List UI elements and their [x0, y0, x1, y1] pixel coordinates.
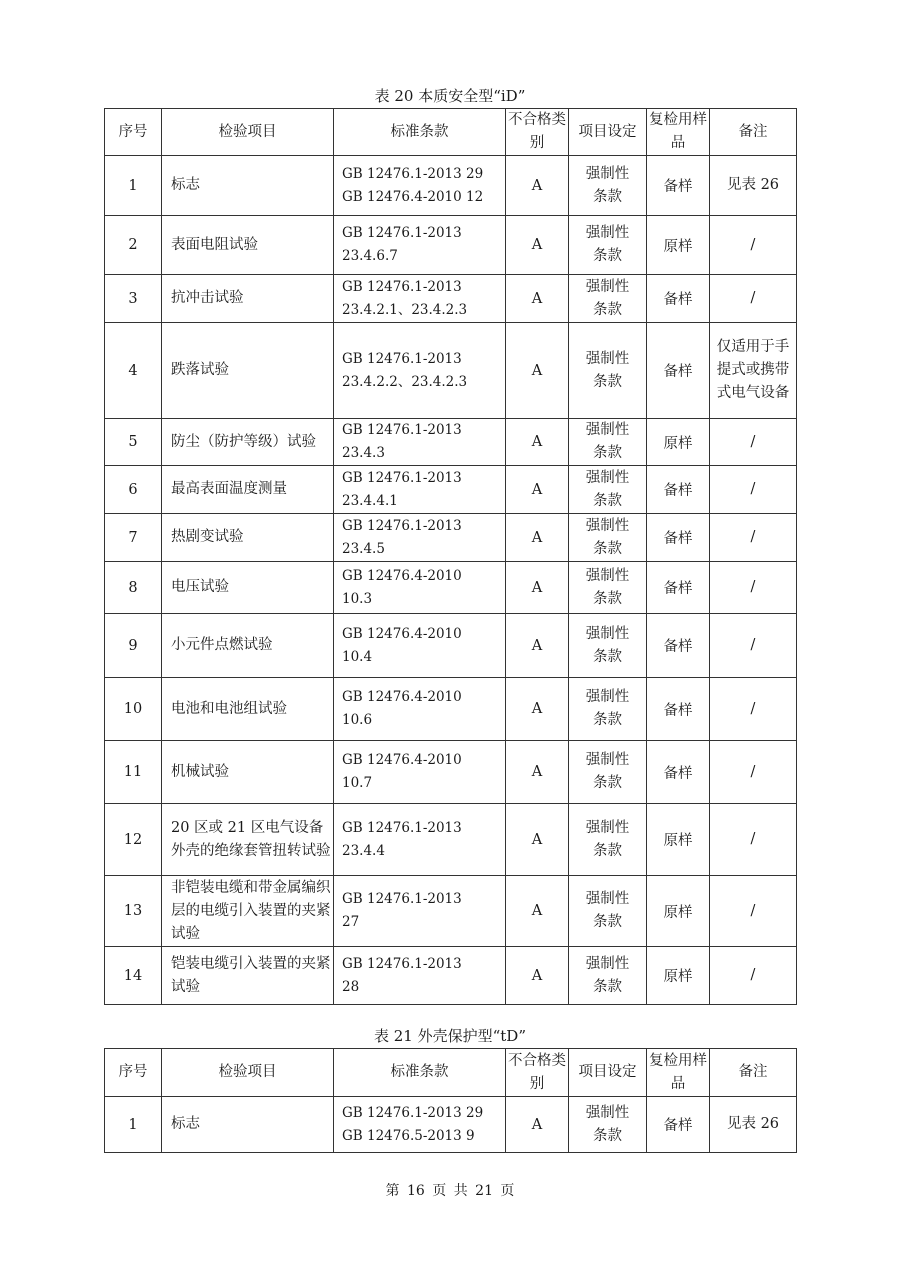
row-sample: 备样	[647, 156, 710, 216]
header-no: 序号	[105, 109, 162, 156]
row-setting: 强制性条款	[569, 741, 647, 804]
row-item: 跌落试验	[162, 323, 334, 419]
standard-line: 23.4.4	[342, 842, 385, 859]
row-sample: 原样	[647, 804, 710, 876]
row-standard	[334, 275, 506, 323]
row-category: A	[506, 876, 569, 947]
standard-line: 28	[342, 978, 360, 995]
row-number: 7	[105, 514, 162, 562]
header-setting: 项目设定	[569, 1049, 647, 1097]
row-category: A	[506, 678, 569, 741]
standard-line: GB 12476.1-2013	[342, 225, 462, 241]
row-note: /	[710, 947, 797, 1005]
header-standard: 标准条款	[334, 109, 506, 156]
table-row	[105, 562, 797, 614]
row-number: 1	[105, 1097, 162, 1153]
standard-line: GB 12476.1-2013	[342, 350, 462, 367]
row-category: A	[506, 514, 569, 562]
row-standard	[334, 947, 506, 1005]
row-sample: 备样	[647, 614, 710, 678]
row-item: 非铠装电缆和带金属编织层的电缆引入装置的夹紧试验	[162, 876, 334, 947]
row-setting: 强制性条款	[569, 466, 647, 514]
standard-line: GB 12476.4-2010	[342, 625, 462, 642]
row-note: /	[710, 466, 797, 514]
table-row	[105, 804, 797, 876]
row-note: /	[710, 275, 797, 323]
row-sample: 备样	[647, 466, 710, 514]
row-standard	[334, 216, 506, 275]
row-note: /	[710, 876, 797, 947]
standard-line: 23.4.3	[342, 445, 385, 461]
standard-line: GB 12476.5-2013 9	[342, 1127, 475, 1144]
row-number: 14	[105, 947, 162, 1005]
standard-line: 10.7	[342, 775, 373, 791]
row-category: A	[506, 741, 569, 804]
row-number: 10	[105, 678, 162, 741]
table-row	[105, 876, 797, 947]
standard-line: GB 12476.1-2013	[342, 278, 462, 295]
header-setting: 项目设定	[569, 109, 647, 156]
row-standard	[334, 876, 506, 947]
row-setting: 强制性条款	[569, 876, 647, 947]
row-number: 4	[105, 323, 162, 419]
row-setting: 强制性条款	[569, 419, 647, 466]
row-standard	[334, 804, 506, 876]
standard-line: GB 12476.1-2013	[342, 422, 462, 438]
row-standard	[334, 466, 506, 514]
row-item: 表面电阻试验	[162, 216, 334, 275]
standard-line: 10.3	[342, 590, 373, 607]
header-no: 序号	[105, 1049, 162, 1097]
row-note: /	[710, 514, 797, 562]
row-note: /	[710, 804, 797, 876]
row-item: 机械试验	[162, 741, 334, 804]
row-setting: 强制性条款	[569, 323, 647, 419]
row-item: 标志	[162, 156, 334, 216]
table-row	[105, 156, 797, 216]
row-number: 11	[105, 741, 162, 804]
row-standard	[334, 419, 506, 466]
row-category: A	[506, 216, 569, 275]
row-item: 铠装电缆引入装置的夹紧试验	[162, 947, 334, 1005]
row-sample: 备样	[647, 323, 710, 419]
row-number: 1	[105, 156, 162, 216]
row-category: A	[506, 1097, 569, 1153]
row-number: 3	[105, 275, 162, 323]
row-note: 仅适用于手提式或携带式电气设备	[710, 323, 797, 419]
row-sample: 备样	[647, 678, 710, 741]
standard-line: GB 12476.1-2013	[342, 517, 462, 534]
table-row	[105, 1097, 797, 1153]
row-item: 抗冲击试验	[162, 275, 334, 323]
row-item: 标志	[162, 1097, 334, 1153]
standard-line: 23.4.2.2、23.4.2.3	[342, 373, 468, 390]
row-item: 防尘（防护等级）试验	[162, 419, 334, 466]
standard-line: GB 12476.4-2010 12	[342, 188, 484, 205]
standard-line: GB 12476.4-2010	[342, 752, 462, 768]
standard-line: GB 12476.1-2013	[342, 955, 462, 972]
row-number: 6	[105, 466, 162, 514]
row-category: A	[506, 562, 569, 614]
row-sample: 备样	[647, 741, 710, 804]
row-setting: 强制性条款	[569, 947, 647, 1005]
row-standard	[334, 156, 506, 216]
table-row	[105, 419, 797, 466]
standard-line: GB 12476.4-2010	[342, 567, 462, 584]
row-setting: 强制性条款	[569, 804, 647, 876]
header-category: 不合格类别	[506, 109, 569, 156]
row-standard	[334, 323, 506, 419]
header-note: 备注	[710, 109, 797, 156]
table20-caption: 表 20 本质安全型“iD”	[374, 87, 526, 105]
standard-line: GB 12476.1-2013	[342, 891, 462, 907]
table-row	[105, 514, 797, 562]
row-setting: 强制性条款	[569, 156, 647, 216]
row-number: 2	[105, 216, 162, 275]
row-number: 13	[105, 876, 162, 947]
table-row	[105, 741, 797, 804]
row-note: 见表 26	[710, 1097, 797, 1153]
standard-line: 23.4.6.7	[342, 248, 398, 264]
row-item: 电池和电池组试验	[162, 678, 334, 741]
row-setting: 强制性条款	[569, 614, 647, 678]
standard-line: GB 12476.1-2013 29	[342, 165, 484, 182]
table20-header-row	[105, 109, 797, 156]
table21-header-row	[105, 1049, 797, 1097]
row-sample: 备样	[647, 1097, 710, 1153]
row-number: 8	[105, 562, 162, 614]
row-note: /	[710, 419, 797, 466]
header-item: 检验项目	[162, 1049, 334, 1097]
row-note: /	[710, 216, 797, 275]
row-category: A	[506, 947, 569, 1005]
standard-line: GB 12476.1-2013	[342, 819, 462, 836]
row-sample: 原样	[647, 216, 710, 275]
row-sample: 备样	[647, 514, 710, 562]
row-standard	[334, 678, 506, 741]
row-sample: 原样	[647, 947, 710, 1005]
standard-line: 23.4.4.1	[342, 492, 398, 509]
row-category: A	[506, 156, 569, 216]
table-row	[105, 614, 797, 678]
row-setting: 强制性条款	[569, 216, 647, 275]
standard-line: GB 12476.1-2013	[342, 469, 462, 486]
header-item: 检验项目	[162, 109, 334, 156]
standard-line: GB 12476.1-2013 29	[342, 1104, 484, 1121]
row-category: A	[506, 323, 569, 419]
header-category: 不合格类别	[506, 1049, 569, 1097]
table-row	[105, 323, 797, 419]
row-standard	[334, 562, 506, 614]
row-number: 9	[105, 614, 162, 678]
standard-line: 27	[342, 914, 360, 930]
row-note: /	[710, 741, 797, 804]
row-item: 20 区或 21 区电气设备外壳的绝缘套管扭转试验	[162, 804, 334, 876]
standard-line: 23.4.2.1、23.4.2.3	[342, 301, 468, 318]
row-standard	[334, 1097, 506, 1153]
row-item: 热剧变试验	[162, 514, 334, 562]
row-category: A	[506, 614, 569, 678]
row-standard	[334, 741, 506, 804]
row-note: 见表 26	[710, 156, 797, 216]
table-row	[105, 947, 797, 1005]
table20	[104, 108, 797, 1005]
row-setting: 强制性条款	[569, 1097, 647, 1153]
row-setting: 强制性条款	[569, 514, 647, 562]
header-standard: 标准条款	[334, 1049, 506, 1097]
table-row	[105, 216, 797, 275]
row-sample: 原样	[647, 876, 710, 947]
standard-line: 23.4.5	[342, 540, 385, 557]
row-standard	[334, 514, 506, 562]
row-note: /	[710, 562, 797, 614]
row-number: 5	[105, 419, 162, 466]
row-category: A	[506, 466, 569, 514]
header-sample: 复检用样品	[647, 109, 710, 156]
row-setting: 强制性条款	[569, 562, 647, 614]
row-sample: 备样	[647, 562, 710, 614]
table-row	[105, 678, 797, 741]
row-category: A	[506, 419, 569, 466]
standard-line: 10.4	[342, 648, 373, 665]
row-sample: 备样	[647, 275, 710, 323]
page-footer: 第 16 页 共 21 页	[385, 1183, 515, 1199]
row-item: 最高表面温度测量	[162, 466, 334, 514]
table-row	[105, 275, 797, 323]
standard-line: 10.6	[342, 712, 373, 728]
row-item: 小元件点燃试验	[162, 614, 334, 678]
table-row	[105, 466, 797, 514]
row-setting: 强制性条款	[569, 678, 647, 741]
table21	[104, 1048, 797, 1153]
row-standard	[334, 614, 506, 678]
row-note: /	[710, 614, 797, 678]
row-sample: 原样	[647, 419, 710, 466]
table21-caption: 表 21 外壳保护型“tD”	[373, 1027, 526, 1045]
row-item: 电压试验	[162, 562, 334, 614]
row-note: /	[710, 678, 797, 741]
row-setting: 强制性条款	[569, 275, 647, 323]
header-note: 备注	[710, 1049, 797, 1097]
standard-line: GB 12476.4-2010	[342, 689, 462, 705]
header-sample: 复检用样品	[647, 1049, 710, 1097]
row-number: 12	[105, 804, 162, 876]
row-category: A	[506, 804, 569, 876]
row-category: A	[506, 275, 569, 323]
